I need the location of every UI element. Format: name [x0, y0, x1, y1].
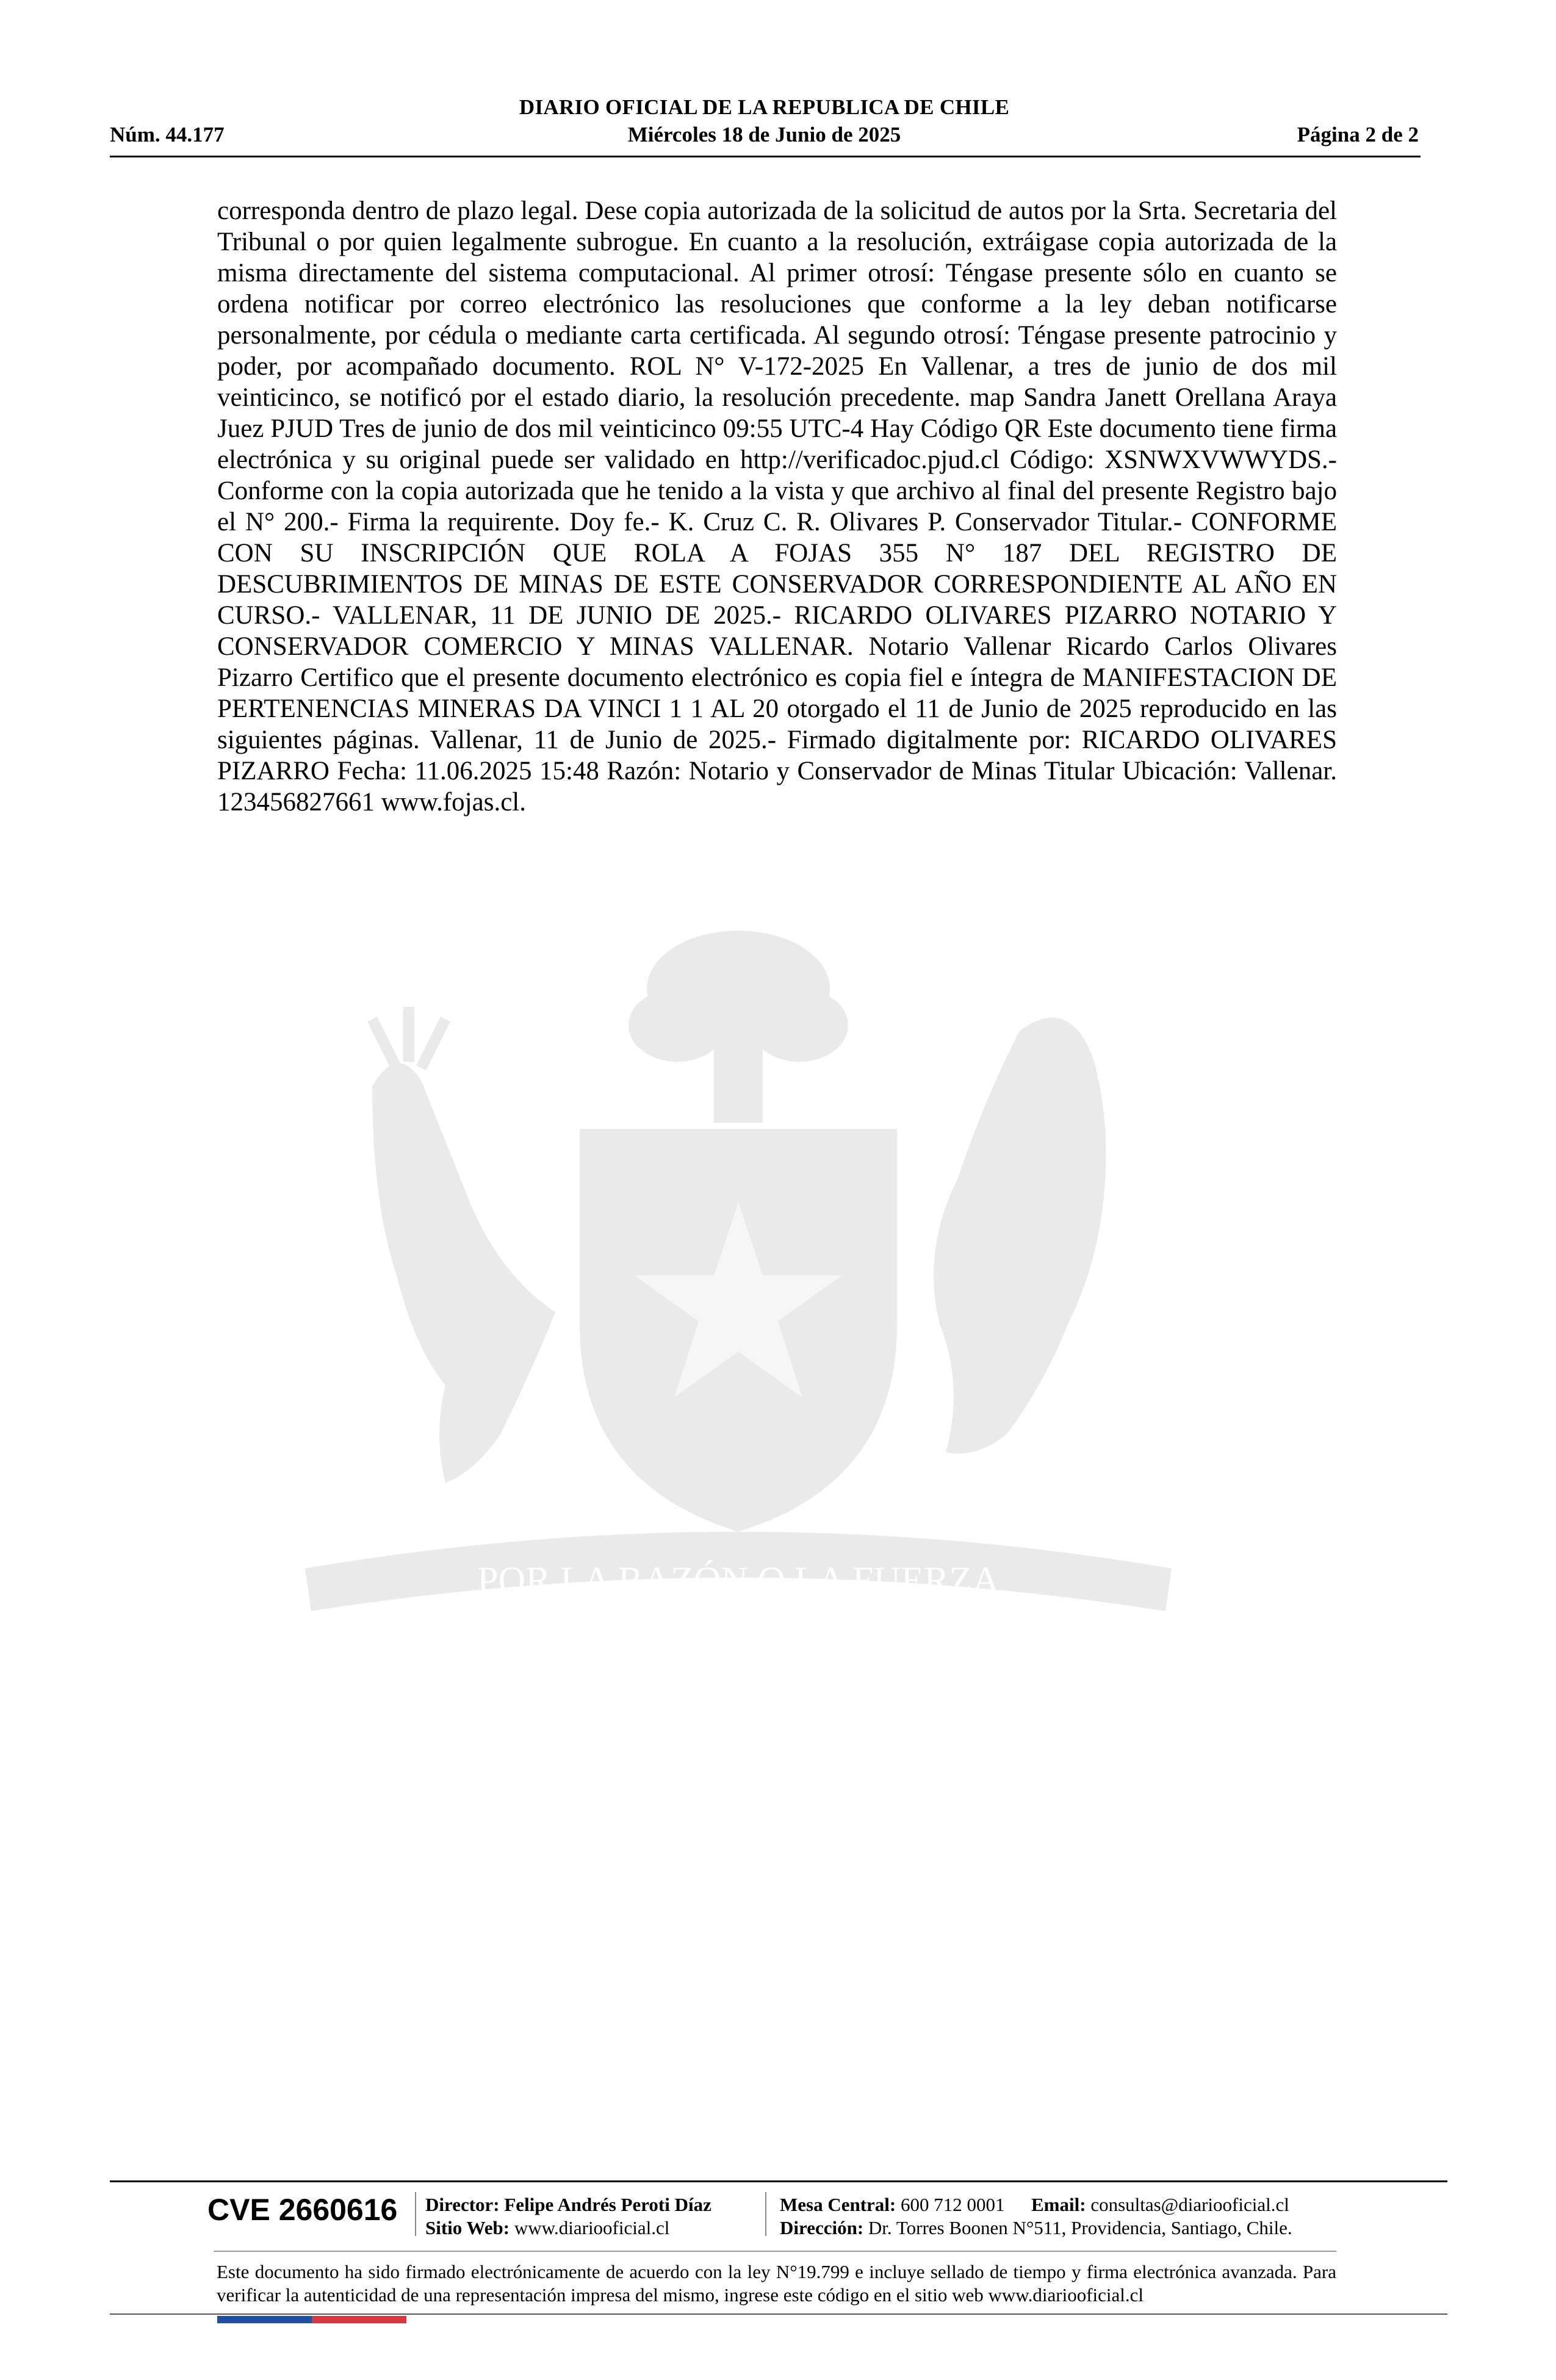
- footer-bottom-divider: [110, 2313, 1447, 2315]
- footer-director-column: [425, 2193, 711, 2240]
- email-link[interactable]: consultas@diariooficial.cl: [1090, 2194, 1289, 2215]
- director-value: Felipe Andrés Peroti Díaz: [504, 2194, 711, 2215]
- page-indicator: Página 2 de 2: [1297, 123, 1419, 146]
- flag-color-bar: [217, 2316, 406, 2323]
- site-link[interactable]: www.diariooficial.cl: [514, 2217, 670, 2238]
- cve-code: CVE 2660616: [207, 2193, 398, 2227]
- address-label: Dirección:: [780, 2217, 864, 2238]
- footer-separator: [765, 2192, 766, 2236]
- footer-top-divider: [110, 2180, 1447, 2182]
- footer-mid-divider: [214, 2251, 1336, 2252]
- signature-notice: Este documento ha sido firmado electrónicamente de acuerdo con la ley N°19.799 e incluye sellado de tiempo y firma electrónica avanzada. Para verificar la autenticidad de una representación impresa del mismo, ingrese este código en el sitio web www.diariooficial.cl: [217, 2261, 1336, 2306]
- address-value: Dr. Torres Boonen N°511, Providencia, Santiago, Chile.: [868, 2217, 1292, 2238]
- header-divider: [110, 156, 1421, 157]
- site-line: [425, 2216, 711, 2240]
- document-body: corresponda dentro de plazo legal. Dese copia autorizada de la solicitud de autos por la Srta. Secretaria del Tribunal o por quien legalmente subrogue. En cuanto a la resolución, extráigase copia autorizada de la misma directamente del sistema computacional. Al primer otrosí: Téngase presente sólo en cuanto se ordena notificar por correo electrónico las resoluciones que conforme a la ley deban notificarse personalmente, por cédula o mediante carta certificada. Al segundo otrosí: Téngase presente patrocinio y poder, por acompañado documento. ROL N° V-172-2025 En Vallenar, a tres de junio de dos mil veinticinco, se notificó por el estado diario, la resolución precedente. map Sandra Janett Orellana Araya Juez PJUD Tres de junio de dos mil veinticinco 09:55 UTC-4 Hay Código QR Este documento tiene firma electrónica y su original puede ser validado en http://verificadoc.pjud.cl Código: XSNWXVWWYDS.- Conforme con la copia autorizada que he tenido a la vista y que archivo al final del presente Registro bajo el N° 200.- Firma la requirente. Doy fe.- K. Cruz C. R. Olivares P. Conservador Titular.- CONFORME CON SU INSCRIPCIÓN QUE ROLA A FOJAS 355 N° 187 DEL REGISTRO DE DESCUBRIMIENTOS DE MINAS DE ESTE CONSERVADOR CORRESPONDIENTE AL AÑO EN CURSO.- VALLENAR, 11 DE JUNIO DE 2025.- RICARDO OLIVARES PIZARRO NOTARIO Y CONSERVADOR COMERCIO Y MINAS VALLENAR. Notario Vallenar Ricardo Carlos Olivares Pizarro Certifico que el presente documento electrónico es copia fiel e íntegra de MANIFESTACION DE PERTENENCIAS MINERAS DA VINCI 1 1 AL 20 otorgado el 11 de Junio de 2025 reproducido en las siguientes páginas. Vallenar, 11 de Junio de 2025.- Firmado digitalmente por: RICARDO OLIVARES PIZARRO Fecha: 11.06.2025 15:48 Razón: Notario y Conservador de Minas Titular Ubicación: Vallenar. 123456827661 www.fojas.cl.: [217, 197, 1337, 817]
- watermark-motto: POR LA RAZÓN O LA FUERZA: [477, 1560, 1000, 1601]
- director-line: [425, 2193, 711, 2216]
- address-line: [780, 2216, 1292, 2240]
- site-label: Sitio Web:: [425, 2217, 510, 2238]
- contact-line: [780, 2193, 1292, 2216]
- newspaper-title: DIARIO OFICIAL DE LA REPUBLICA DE CHILE: [519, 95, 1010, 119]
- mesa-label: Mesa Central:: [780, 2194, 896, 2215]
- footer-contact-column: [780, 2193, 1292, 2240]
- issue-number: Núm. 44.177: [110, 123, 225, 146]
- issue-date: Miércoles 18 de Junio de 2025: [627, 123, 901, 146]
- chilean-coat-of-arms-icon: [214, 885, 1263, 1678]
- flag-red-segment: [312, 2316, 406, 2323]
- director-label: Director:: [425, 2194, 500, 2215]
- mesa-value: 600 712 0001: [901, 2194, 1005, 2215]
- email-label: Email:: [1031, 2194, 1086, 2215]
- footer-separator: [415, 2192, 416, 2236]
- flag-blue-segment: [217, 2316, 312, 2323]
- page-header: [110, 92, 1419, 159]
